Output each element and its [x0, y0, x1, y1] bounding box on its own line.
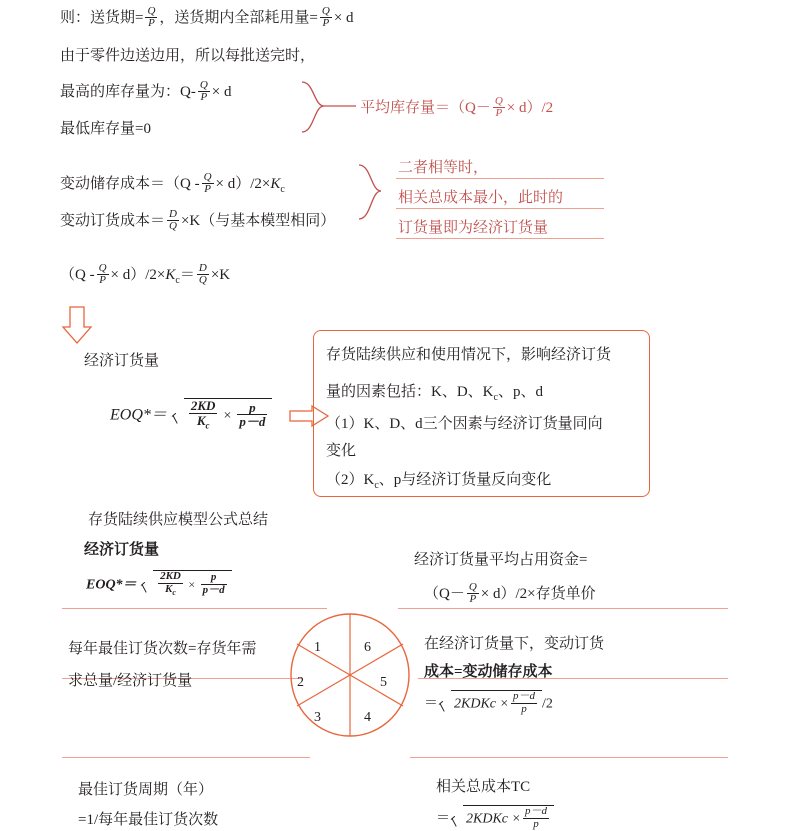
avg-inv-prefix: 平均库存量＝（Q－	[360, 100, 491, 116]
line-1	[60, 6, 354, 31]
eq-right: ×K	[210, 267, 231, 283]
vo-mid: ×K（与基本模型相同）	[180, 213, 336, 229]
best-cycle-line-1: 最佳订货周期（年）	[78, 782, 214, 798]
eoq-star-label: EOQ*＝	[110, 406, 167, 424]
fraction-d-q-1: $\frac{D}{Q}$	[169, 207, 177, 233]
vs-kc: K	[270, 176, 281, 192]
line-3	[60, 80, 232, 105]
eq-mid: × d）/2×	[110, 267, 166, 283]
sqrt-icon-3: 2KDKc × $\frac{p-d}{p}$	[438, 690, 542, 716]
line-1-mid: ，送货期内全部耗用量=	[159, 10, 318, 26]
info-box-line-4: 变化	[326, 443, 357, 459]
sqrt-icon-4: 2KDKc × $\frac{p-d}{p}$	[450, 805, 554, 831]
fraction-q-p-6: $\frac{Q}{P}$	[98, 261, 107, 287]
total-cost-title: 相关总成本TC	[436, 779, 531, 795]
eq-kc-sub: c	[175, 275, 180, 286]
brace-icon-2	[355, 163, 389, 225]
summary-heading: 存货陆续供应模型公式总结	[88, 512, 269, 528]
vs-prefix: 变动储存成本＝（Q -	[60, 176, 200, 192]
note-line-1: 二者相等时，	[398, 160, 489, 176]
wheel-number-5: 5	[380, 675, 387, 690]
vo-prefix: 变动订货成本＝	[60, 213, 166, 229]
eoq-formula	[110, 398, 272, 432]
eoq-times: ×	[223, 408, 232, 424]
line-1-suffix: × d	[333, 10, 354, 26]
fraction-pd-p-1: $\frac{p-d}{p}$	[512, 690, 535, 715]
note-divider-1	[396, 178, 604, 179]
vs-mid: × d）/2×	[215, 176, 271, 192]
eq-kc: K	[165, 267, 176, 283]
sqrt-icon-2	[140, 570, 232, 598]
avg-capital-formula: （Q－ $\frac{Q}{P}$ × d）/2×存货单价	[424, 580, 596, 606]
fraction-q-p-4: $\frac{Q}{P}$	[494, 94, 503, 120]
wheel-number-4: 4	[364, 710, 371, 725]
fraction-q-p-1: $\frac{Q}{P}$	[147, 4, 156, 30]
fraction-p-pd: $\frac{p}{p-d}$	[239, 399, 266, 430]
line-3-expr: Q-	[180, 84, 196, 100]
avg-capital-title: 经济订货量平均占用资金=	[414, 552, 588, 568]
line-3-suffix: × d	[211, 84, 232, 100]
divider-top-right	[398, 608, 728, 609]
wheel-diagram	[287, 612, 417, 742]
wheel-number-6: 6	[364, 640, 371, 655]
eoq-label: 经济订货量	[84, 353, 160, 369]
fraction-2kd-kc: $\frac{2KD}{K_c}$	[190, 398, 216, 431]
fraction-q-p-3: $\frac{Q}{P}$	[199, 78, 208, 104]
best-order-times-line-1: 每年最佳订货次数=存货年需	[68, 641, 257, 657]
wheel-number-1: 1	[314, 640, 321, 655]
arrow-down-icon	[62, 305, 96, 347]
info-box-line-2: 量的因素包括：K、D、$K_c$、p、d	[326, 384, 543, 403]
avg-inv-suffix: × d）/2	[506, 100, 554, 116]
line-2: 由于零件边送边用，所以每批送完时，	[60, 48, 316, 64]
wheel-number-3: 3	[314, 710, 321, 725]
note-line-3: 订货量即为经济订货量	[398, 220, 549, 236]
info-box-line-5: $(2)K_c$、p与经济订货量反向变化	[326, 472, 552, 491]
equality-formula	[60, 263, 230, 288]
fraction-q-p-5: $\frac{Q}{P}$	[203, 170, 212, 196]
info-box-line-1: 存货陆续供应和使用情况下，影响经济订货	[326, 347, 612, 363]
note-line-2: 相关总成本最小，此时的	[398, 190, 564, 206]
total-cost-equation: ＝ 2KDKc × $\frac{p-d}{p}$	[436, 805, 554, 831]
summary-fraction-p-pd: $\frac{p}{p-d}$	[202, 571, 225, 596]
line-3-prefix: 最高的库存量为：	[60, 84, 181, 100]
best-order-times-line-2: 求总量/经济订货量	[68, 673, 193, 689]
fraction-q-p-7: $\frac{Q}{P}$	[468, 580, 477, 606]
eq-left: （Q -	[60, 267, 95, 283]
line-4: 最低库存量=0	[60, 121, 151, 137]
divider-top-left	[62, 608, 327, 609]
best-cycle-line-2: =1/每年最佳订货次数	[78, 812, 219, 828]
variable-order-cost	[60, 209, 335, 234]
brace-icon-1	[300, 80, 360, 140]
info-box-line-3: （1）K、D、d三个因素与经济订货量同向	[326, 416, 603, 432]
summary-eoq-formula	[86, 570, 232, 598]
summary-eoq-star: EOQ*＝	[86, 577, 137, 593]
note-divider-2	[396, 208, 604, 209]
fraction-q-p-2: $\frac{Q}{P}$	[321, 4, 330, 30]
summary-eoq-title: 经济订货量	[84, 542, 160, 558]
fraction-d-q-2: $\frac{D}{Q}$	[198, 261, 207, 287]
summary-eoq-times: ×	[188, 577, 196, 592]
vs-kc-sub: c	[280, 184, 285, 195]
line-1-prefix: 则：送货期=	[60, 10, 144, 26]
sqrt-icon-1	[171, 398, 272, 432]
wheel-number-2: 2	[297, 675, 304, 690]
note-divider-3	[396, 238, 604, 239]
fraction-pd-p-2: $\frac{p-d}{p}$	[524, 805, 547, 830]
divider-bottom-left	[62, 757, 310, 758]
var-cost-line-2: 成本=变动储存成本	[424, 664, 553, 680]
summary-fraction-2kd-kc: $\frac{2KD}{K_c}$	[160, 570, 181, 597]
variable-storage-cost	[60, 172, 285, 197]
eq-equals: ＝	[179, 267, 195, 283]
var-cost-equation: ＝ 2KDKc × $\frac{p-d}{p}$ /2	[424, 690, 553, 715]
divider-bottom-right	[410, 757, 728, 758]
average-inventory-formula	[360, 96, 553, 121]
var-cost-line-1: 在经济订货量下，变动订货	[424, 636, 605, 652]
